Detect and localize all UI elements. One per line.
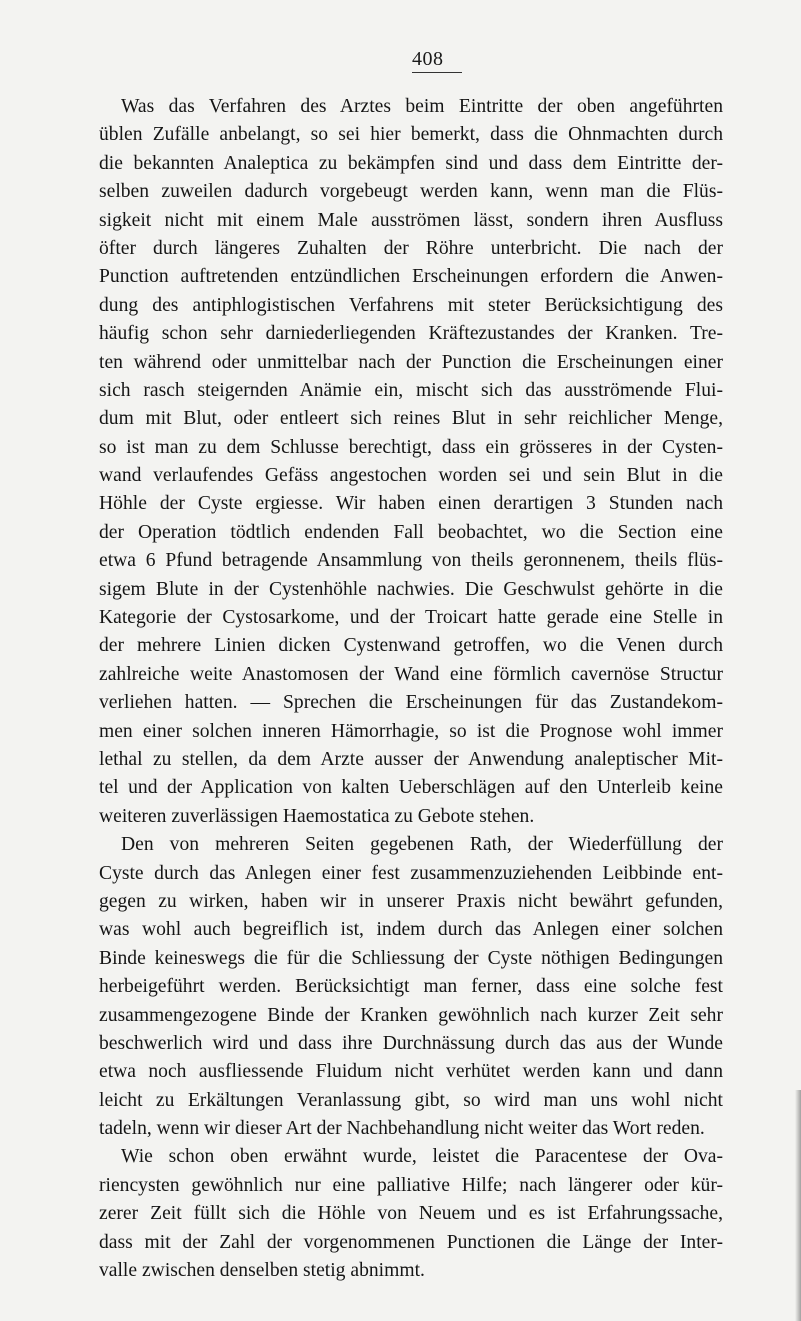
text-line: weiteren zuverlässigen Haemostatica zu Gebote stehen. <box>99 805 535 827</box>
body-text <box>99 93 723 1285</box>
text-line: der mehrere Linien dicken Cystenwand getroffen, wo die Venen durch <box>99 635 723 657</box>
text-line: dung des antiphlogistischen Verfahrens mit steter Berücksichtigung des <box>99 294 723 316</box>
text-line: gegen zu wirken, haben wir in unserer Praxis nicht bewährt gefunden, <box>99 890 723 912</box>
text-line: was wohl auch begreiflich ist, indem durch das Anlegen einer solchen <box>99 919 723 941</box>
text-line: tel und der Application von kalten Ueberschlägen auf den Unterleib keine <box>99 777 723 799</box>
paragraph <box>99 93 723 831</box>
text-line: dass mit der Zahl der vorgenommenen Punctionen die Länge der Inter- <box>99 1231 723 1253</box>
text-line: ten während oder unmittelbar nach der Punction die Erscheinungen einer <box>99 351 723 373</box>
text-line: sigkeit nicht mit einem Male ausströmen lässt, sondern ihren Ausfluss <box>99 209 723 231</box>
text-line: beschwerlich wird und dass ihre Durchnässung durch das aus der Wunde <box>99 1032 723 1054</box>
text-line: Wie schon oben erwähnt wurde, leistet die Paracentese der Ova- <box>121 1146 723 1168</box>
text-line: die bekannten Analeptica zu bekämpfen sind und dass dem Eintritte der- <box>99 152 723 174</box>
text-line: sich rasch steigernden Anämie ein, mischt sich das ausströmende Flui- <box>99 379 723 401</box>
text-line: so ist man zu dem Schlusse berechtigt, dass ein grösseres in der Cysten- <box>99 436 723 458</box>
text-line: dum mit Blut, oder entleert sich reines Blut in sehr reichlicher Menge, <box>99 408 723 430</box>
text-line: verliehen hatten. — Sprechen die Erscheinungen für das Zustandekom- <box>99 692 723 714</box>
text-line: Kategorie der Cystosarkome, und der Troicart hatte gerade eine Stelle in <box>99 607 723 629</box>
text-line: Was das Verfahren des Arztes beim Eintritte der oben angeführten <box>121 96 723 117</box>
text-line: öfter durch längeres Zuhalten der Röhre unterbricht. Die nach der <box>99 237 723 259</box>
text-line: selben zuweilen dadurch vorgebeugt werden kann, wenn man die Flüs- <box>99 181 723 203</box>
text-line: etwa 6 Pfund betragende Ansammlung von theils geronnenem, theils flüs- <box>99 550 723 572</box>
text-line: valle zwischen denselben stetig abnimmt. <box>99 1260 425 1282</box>
page-number: 408 <box>412 48 462 73</box>
text-line: sigem Blute in der Cystenhöhle nachwies. Die Geschwulst gehörte in die <box>99 578 723 600</box>
text-line: Höhle der Cyste ergiesse. Wir haben einen derartigen 3 Stunden nach <box>99 493 723 515</box>
text-line: lethal zu stellen, da dem Arzte ausser der Anwendung analeptischer Mit- <box>99 748 723 770</box>
text-line: riencysten gewöhnlich nur eine palliative Hilfe; nach längerer oder kür- <box>99 1174 723 1196</box>
text-line: tadeln, wenn wir dieser Art der Nachbehandlung nicht weiter das Wort reden. <box>99 1118 705 1140</box>
text-line: zusammengezogene Binde der Kranken gewöhnlich nach kurzer Zeit sehr <box>99 1004 723 1026</box>
text-line: Punction auftretenden entzündlichen Erscheinungen erfordern die Anwen- <box>99 266 723 288</box>
text-line: üblen Zufälle anbelangt, so sei hier bemerkt, dass die Ohnmachten durch <box>99 124 723 146</box>
text-line: leicht zu Erkältungen Veranlassung gibt, so wird man uns wohl nicht <box>99 1089 723 1111</box>
text-line: wand verlaufendes Gefäss angestochen worden sei und sein Blut in die <box>99 465 723 487</box>
text-line: etwa noch ausfliessende Fluidum nicht verhütet werden kann und dann <box>99 1061 723 1083</box>
page-edge-shadow <box>795 1090 801 1321</box>
paragraph <box>99 1143 723 1285</box>
text-line: zerer Zeit füllt sich die Höhle von Neuem und es ist Erfahrungssache, <box>99 1203 723 1225</box>
text-line: zahlreiche weite Anastomosen der Wand eine förmlich cavernöse Structur <box>99 663 723 685</box>
text-line: men einer solchen inneren Hämorrhagie, so ist die Prognose wohl immer <box>99 720 723 742</box>
text-line: häufig schon sehr darniederliegenden Kräftezustandes der Kranken. Tre- <box>99 323 723 345</box>
text-line: Binde keineswegs die für die Schliessung der Cyste nöthigen Bedingungen <box>99 947 723 969</box>
text-line: Cyste durch das Anlegen einer fest zusammenzuziehenden Leibbinde ent- <box>99 862 723 884</box>
paragraph <box>99 831 723 1143</box>
text-line: herbeigeführt werden. Berücksichtigt man ferner, dass eine solche fest <box>99 976 723 998</box>
text-line: Den von mehreren Seiten gegebenen Rath, der Wiederfüllung der <box>121 834 723 856</box>
text-line: der Operation tödtlich endenden Fall beobachtet, wo die Section eine <box>99 521 723 543</box>
